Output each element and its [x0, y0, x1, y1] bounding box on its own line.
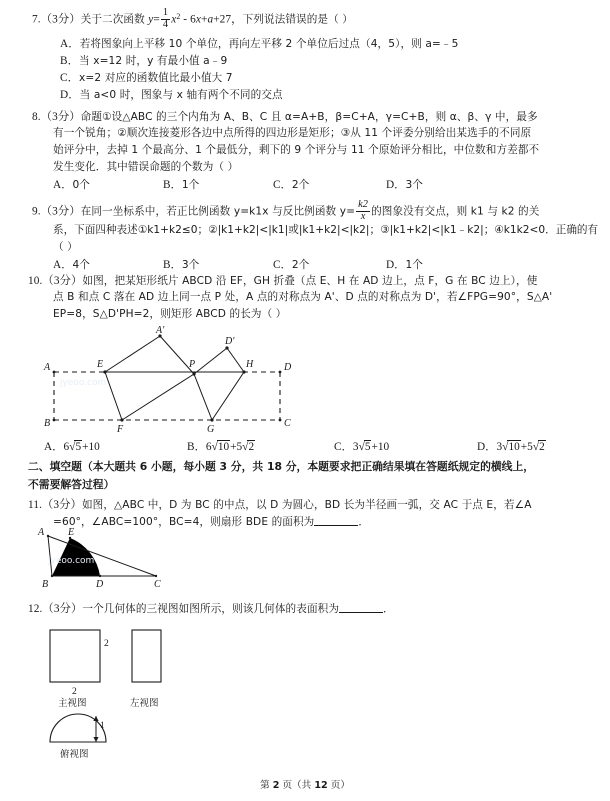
label-D: D: [284, 362, 292, 373]
side-view-label: 左视图: [130, 698, 159, 709]
footer-middle: 页（共: [282, 780, 312, 791]
point-A: [47, 535, 49, 537]
q7-stem-pre: 关于二次函数: [80, 13, 149, 26]
q7-option-c-label: C．: [60, 72, 80, 84]
point-E: [103, 370, 106, 373]
q11-answer-blank[interactable]: [314, 515, 358, 526]
label-D-prime: D': [225, 336, 235, 347]
point-D: [279, 371, 282, 374]
q11-marks: （3分）: [42, 499, 82, 511]
label-P: P: [189, 359, 196, 370]
segment-GH: [212, 372, 244, 420]
q12-line1: 一个几何体的三视图如图所示，则该几何体的表面积为: [82, 603, 340, 615]
point-B: [51, 575, 53, 577]
q10-line2: 点 B 和点 C 落在 AD 边上同一点 P 处，A 点的对称点为 A'、D 点的对称点为 D'，若∠FPG=90°，S△A': [53, 291, 553, 303]
side-view-rect: [132, 630, 161, 682]
q11-figure: [36, 526, 176, 591]
footer-page-number: 2: [272, 780, 280, 791]
q10-option-d: D．3√10+5√2: [477, 438, 546, 456]
q7-option-a: [60, 35, 600, 53]
q7-option-b-label: B．: [60, 55, 80, 67]
q8-line3: 始评分中，去掉 1 个最高分、1 个最低分，剩下的 9 个评分与 11 个原始评分相比，中位数和方差都不: [53, 144, 540, 156]
question-10-stem: [28, 272, 594, 290]
label-B: B: [42, 579, 49, 588]
label-B: B: [44, 418, 51, 429]
radical-d1: √10: [502, 441, 520, 453]
page-footer: [0, 777, 610, 791]
label-E: E: [97, 359, 104, 370]
q10-number: 10.: [28, 275, 43, 287]
section-2-heading-line1: 二、填空题（本大题共 6 小题，每小题 3 分，共 18 分，本题要求把正确结果填在答题纸规定的横线上，: [28, 460, 535, 473]
point-C: [279, 419, 282, 422]
q9-option-a: A．4个: [53, 259, 90, 271]
q9-line2: 系，下面四种表述①k1+k2≤0；②|k1+k2|<|k1|或|k1+k2|<|k2|；③|k1+k2|<|k1﹣k2|；④k1k2<0．正确的有: [53, 224, 599, 236]
question-9-stem: [32, 200, 594, 223]
q10-option-b: B．6√10+5√2: [187, 438, 334, 456]
q7-option-a-text: 若将图象向上平移 10 个单位，再向左平移 2 个单位后过点（4，5），则 a=﹣5: [79, 38, 459, 50]
label-A: A: [38, 527, 45, 538]
point-D: [99, 575, 101, 577]
label-D: D: [96, 579, 104, 588]
q7-fraction: $\frac{1}{4}$: [162, 7, 169, 30]
q9-option-b: B．3个: [163, 259, 200, 271]
radical-b2: √2: [242, 441, 255, 453]
q7-number: 7.: [32, 13, 41, 26]
point-A: [53, 371, 56, 374]
radical-a: √5: [69, 441, 82, 453]
q7-option-b-text: 当 x=12 时，y 有最小值 a﹣9: [79, 55, 228, 67]
point-C: [155, 575, 157, 577]
top-view-label: 俯视图: [60, 749, 89, 760]
q10-figure: [22, 326, 312, 441]
q7-option-d: [60, 86, 600, 104]
segment-EA-prime: [105, 336, 160, 372]
q9-option-d: D．1个: [386, 259, 423, 271]
q9-number: 9.: [32, 205, 41, 218]
point-F: [120, 418, 123, 421]
front-view-width-dim: 2: [72, 687, 77, 697]
q7-marks: （3分）: [40, 13, 81, 26]
q9-line3: （ ）: [53, 241, 78, 253]
footer-total-pages: 12: [314, 780, 328, 791]
q9-fraction: $\frac{k2}{x}$: [358, 199, 369, 222]
segment-PG: [194, 374, 212, 420]
q12-answer-blank[interactable]: [339, 602, 383, 613]
footer-suffix: 页）: [330, 780, 350, 791]
q11-number: 11.: [28, 499, 43, 511]
q10-line1: 如图，把某矩形纸片 ABCD 沿 EF，GH 折叠（点 E、H 在 AD 边上，点 F，G 在 BC 边上），使: [82, 275, 538, 287]
segment-D-prime-P: [194, 348, 227, 374]
q9-marks: （3分）: [40, 205, 81, 218]
q10-option-c: C．3√5+10: [334, 438, 477, 456]
label-F: F: [117, 424, 124, 435]
q7-stem-post: 下列说法错误的是（ ）: [242, 13, 353, 26]
q8-option-c: C．2个: [273, 179, 310, 191]
question-11-stem: [28, 496, 594, 514]
radius-arrow-head-down: [93, 737, 98, 742]
radical-c: √5: [358, 441, 371, 453]
segment-FP: [122, 374, 194, 420]
q8-line4: 发生变化．其中错误命题的个数为（ ）: [53, 161, 239, 173]
q12-line1-end: ．: [383, 603, 394, 615]
label-G: G: [207, 424, 215, 435]
q7-option-b: [60, 52, 600, 70]
point-H: [242, 370, 245, 373]
q8-options: [53, 176, 583, 194]
question-12-stem: [28, 600, 594, 618]
q7-option-c: [60, 69, 600, 87]
q10-option-a: A．6√5+10: [44, 438, 187, 456]
q8-option-d: D．3个: [386, 179, 423, 191]
q11-line2: =60°，∠ABC=100°，BC=4，则扇形 BDE 的面积为: [53, 516, 315, 528]
q8-line1: 命题①设△ABC 的三个内角为 A、B、C 且 α=A+B，β=C+A，γ=C+B，则 α、β、γ 中，最多: [80, 111, 538, 123]
front-view-rect: [50, 630, 100, 682]
label-A-prime: A': [156, 326, 165, 336]
q10-options: [44, 438, 604, 456]
top-view-radius-dim: 1: [100, 721, 105, 731]
radical-b1: √10: [211, 441, 230, 453]
q8-option-b: B．1个: [163, 179, 200, 191]
q8-line2: 有一个锐角；②顺次连接菱形各边中点所得的四边形是矩形；③从 11 个评委分别给出某选手的不同原: [53, 127, 532, 139]
point-P: [192, 372, 195, 375]
question-8-stem: [32, 108, 594, 126]
section-2-heading-line2: 不需要解答过程）: [28, 478, 115, 491]
label-H: H: [246, 359, 254, 370]
q8-option-a: A．0个: [53, 179, 90, 191]
q10-marks: （3分）: [42, 275, 83, 287]
q7-option-d-text: 当 a<0 时，图象与 x 轴有两个不同的交点: [79, 89, 283, 101]
watermark-text: jyeoo.com: [60, 378, 107, 388]
segment-HD-prime: [227, 348, 244, 372]
radical-d2: √2: [532, 441, 545, 453]
q9-option-c: C．2个: [273, 259, 310, 271]
q9-line1-a: 在同一坐标系中，若正比例函数 y=k1x 与反比例函数 y=: [80, 205, 356, 218]
q7-option-d-label: D．: [60, 89, 80, 101]
q9-line1-b: 的图象没有交点，则 k1 与 k2 的关: [371, 205, 540, 218]
front-view-label: 主视图: [58, 698, 87, 709]
point-G: [210, 418, 213, 421]
segment-EF: [105, 372, 122, 420]
three-view-svg: [38, 624, 218, 769]
q12-marks: （3分）: [42, 603, 83, 615]
q10-line3: EP=8，S△D'PH=2，则矩形 ABCD 的长为（ ）: [53, 308, 287, 320]
q12-number: 12.: [28, 603, 43, 615]
q8-marks: （3分）: [40, 111, 81, 123]
point-B: [53, 419, 56, 422]
label-E: E: [68, 527, 75, 538]
watermark-text-2: jyeoo.com: [48, 556, 95, 566]
q7-option-c-text: x=2 对应的函数值比最小值大 7: [79, 72, 233, 84]
front-view-height-dim: 2: [104, 639, 109, 649]
q11-line2-end: ．: [358, 516, 370, 528]
label-C: C: [154, 579, 161, 588]
q7-option-a-label: A．: [60, 38, 80, 50]
label-A: A: [44, 362, 51, 373]
question-7-stem: 7.（3分）关于二次函数 y= $\frac{1}{4}$ $x^2 - 6x+a+27$，下列说法错误的是（ ）: [32, 7, 353, 30]
footer-prefix: 第: [260, 780, 270, 791]
q8-number: 8.: [32, 111, 41, 123]
q12-figure: [38, 624, 218, 772]
label-C: C: [284, 418, 291, 429]
q11-line1: 如图，△ABC 中，D 为 BC 的中点，以 D 为圆心，BD 长为半径画一弧，交 AC 于点 E，若∠A: [81, 499, 532, 511]
